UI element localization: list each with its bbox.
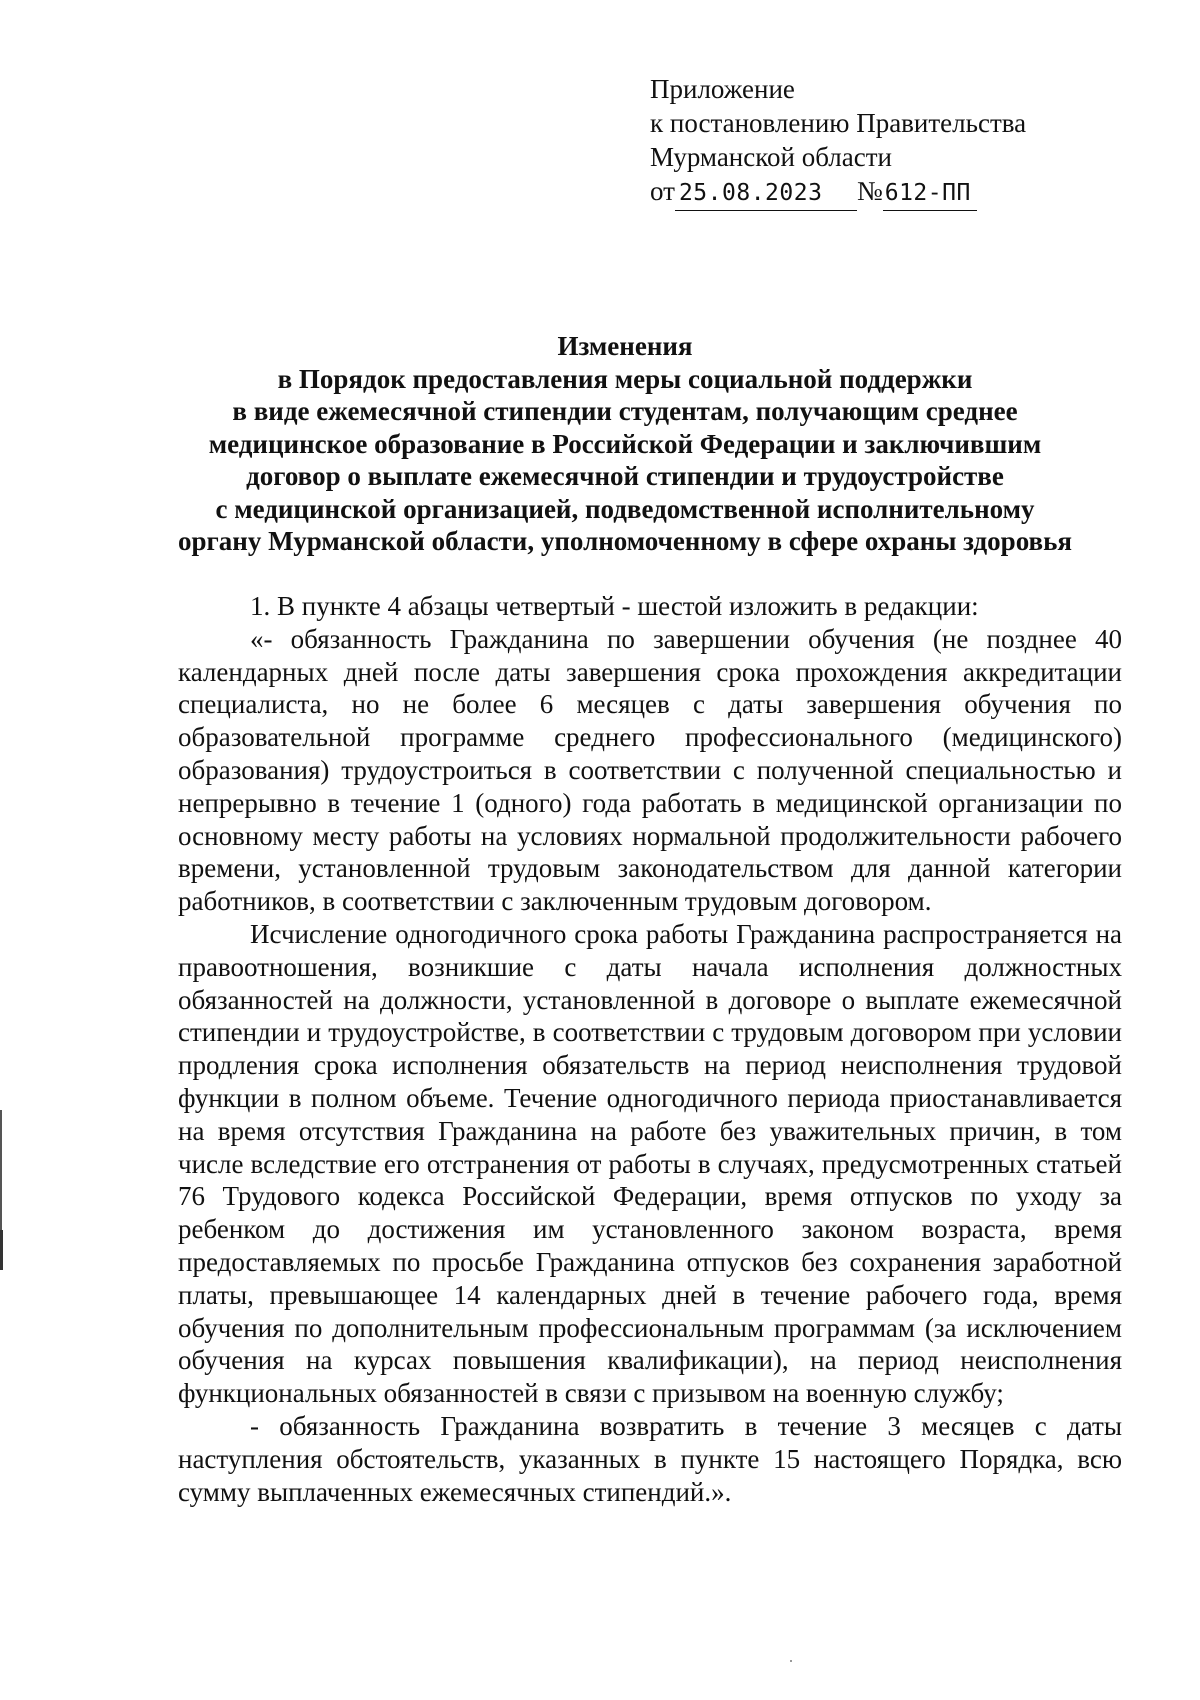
title-line: договор о выплате ежемесячной стипендии и трудоустройстве (246, 461, 1004, 491)
appendix-header (650, 72, 1026, 211)
title-line: с медицинской организацией, подведомственной исполнительному (215, 493, 1035, 524)
number-prefix: № (856, 176, 883, 206)
appendix-title: Приложение (650, 74, 795, 104)
resolution-number: 612-ПП (883, 176, 977, 211)
title-line: медицинское образование в Российской Федерации и заключившим (208, 428, 1042, 459)
body-paragraph: 1. В пункте 4 абзацы четвертый - шестой изложить в редакции: (250, 591, 979, 621)
scan-edge-mark (0, 1230, 3, 1270)
title-line: органу Мурманской области, уполномоченному в сфере охраны здоровья (178, 526, 1072, 556)
title-line: Изменения (557, 331, 693, 361)
appendix-region: Мурманской области (650, 142, 892, 172)
title-line: в Порядок предоставления меры социальной поддержки (277, 363, 973, 394)
appendix-date-number-line (650, 174, 1026, 211)
title-line: в виде ежемесячной стипендии студентам, получающим среднее (232, 396, 1018, 426)
document-title (150, 330, 1100, 558)
document-body (178, 590, 1122, 1508)
body-paragraph: Исчисление одногодичного срока работы Гражданина распространяется на правоотношения, возникшие с даты начала исполнения должностных обязанностей на должности, установленной в договоре о выплате ежемесячной стипендии и трудоустройстве, в соответствии с трудовым договором при условии продления срока исполнения обязательств на период неисполнения трудовой функции в полном объеме. Течение одногодичного периода приостанавливается на время отсутствия Гражданина на работе без уважительных причин, в том числе вследствие его отстранения от работы в случаях, предусмотренных статьей 76 Трудового кодекса Российской Федерации, время отпусков по уходу за ребенком до достижения им установленного законом возраста, время предоставляемых по просьбе Гражданина отпусков без сохранения заработной платы, превышающее 14 календарных дней в течение рабочего года, время обучения по дополнительным профессиональным программам (за исключением обучения на курсах повышения квалификации), на период неисполнения функциональных обязанностей в связи с призывом на военную службу; (178, 918, 1122, 1409)
appendix-reference: к постановлению Правительства (650, 108, 1027, 138)
date-prefix: от (650, 176, 675, 206)
resolution-date: 25.08.2023 (675, 176, 857, 211)
body-paragraph: - обязанность Гражданина возвратить в течение 3 месяцев с даты наступления обстоятельств, указанных в пункте 15 настоящего Порядка, всю сумму выплаченных ежемесячных стипендий.». (178, 1410, 1122, 1507)
scan-speck (790, 1660, 792, 1662)
body-paragraph: «- обязанность Гражданина по завершении обучения (не позднее 40 календарных дней после даты завершения срока прохождения аккредитации специалиста, но не более 6 месяцев с даты завершения обучения по образовательной программе среднего профессионального (медицинского) образования) трудоустроиться в соответствии с полученной специальностью и непрерывно в течение 1 (одного) года работать в медицинской организации по основному месту работы на условиях нормальной продолжительности рабочего времени, установленной трудовым законодательством для данной категории работников, в соответствии с заключенным трудовым договором. (178, 623, 1122, 917)
